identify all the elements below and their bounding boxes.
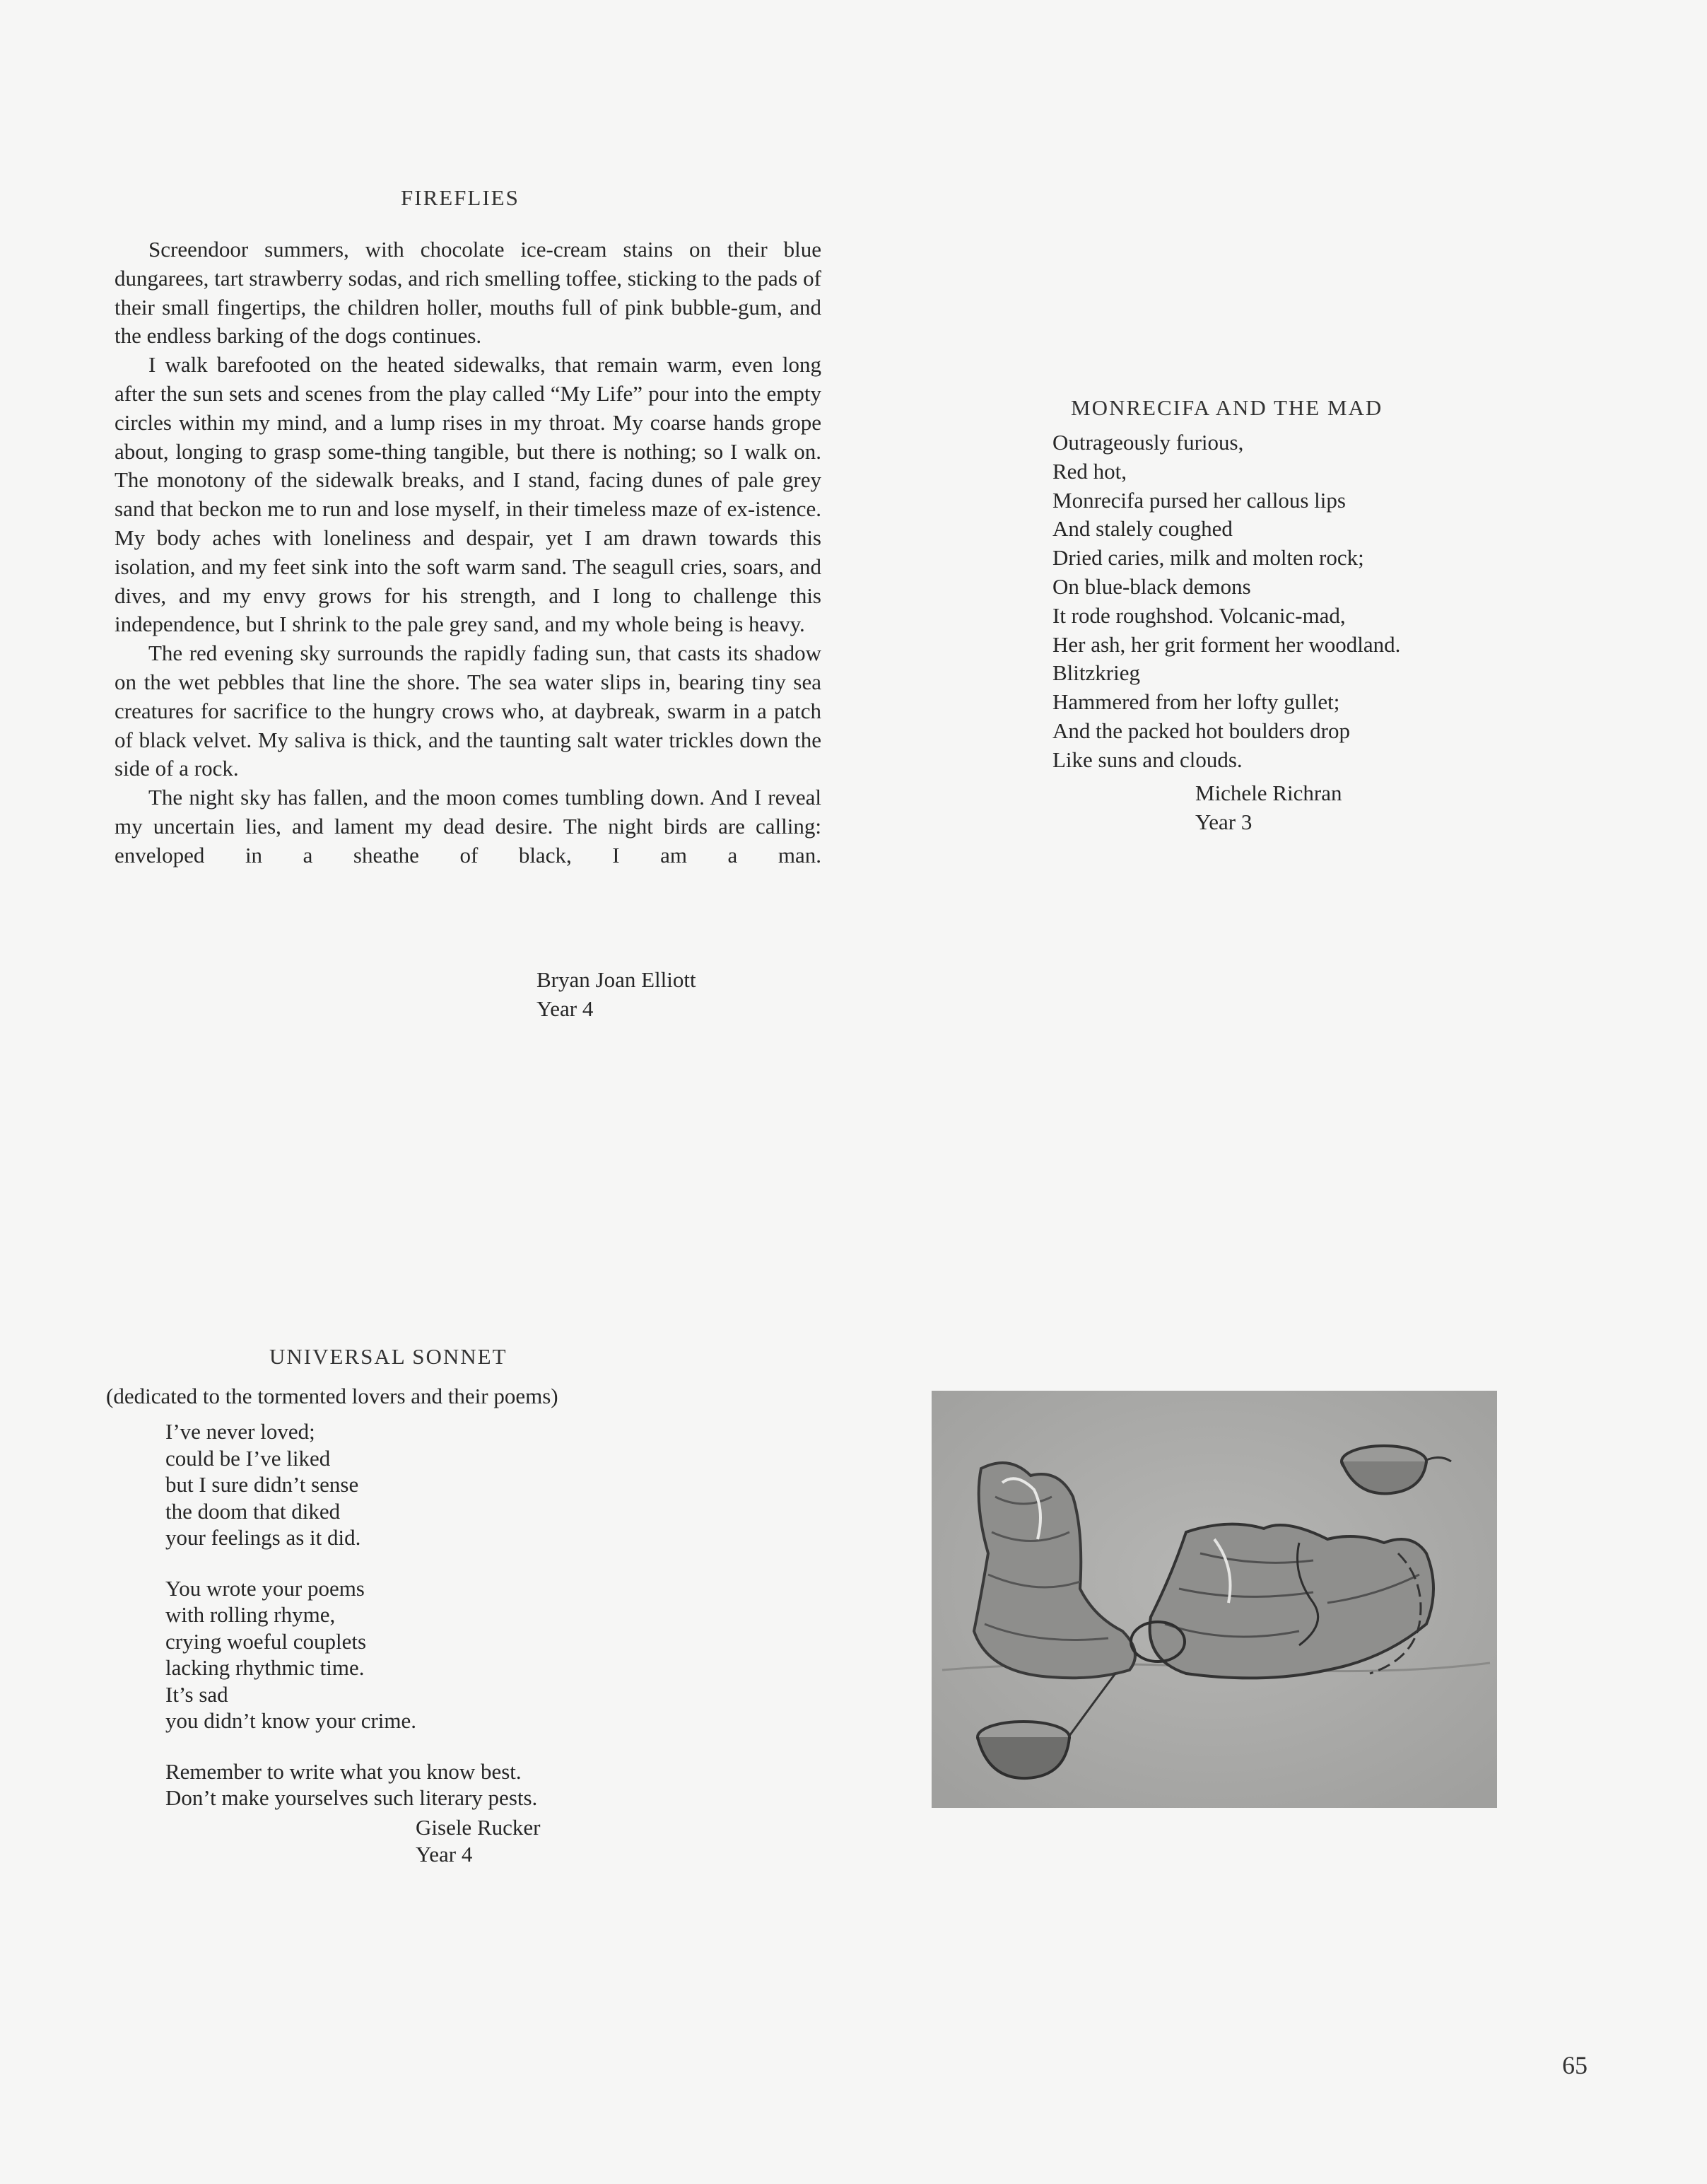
monrecifa-byline: [1195, 779, 1342, 836]
poem-line: the doom that diked: [165, 1498, 341, 1524]
poem-line: It rode roughshod. Volcanic-mad,: [1052, 602, 1346, 628]
fireflies-paragraph: The night sky has fallen, and the moon comes tumbling down. And I reveal my uncertain lies, and lament my dead desire. The night birds are calling: enveloped in a sheathe of black, I am a man.: [115, 785, 821, 868]
poem-line: your feelings as it did.: [165, 1525, 361, 1550]
poem-line: And stalely coughed: [1052, 516, 1233, 542]
poem-line: with rolling rhyme,: [165, 1602, 336, 1627]
poem-line: Hammered from her lofty gullet;: [1052, 689, 1340, 715]
poem-line: It’s sad: [165, 1681, 228, 1707]
sonnet-year: Year 4: [416, 1841, 473, 1867]
boots-drawing-illustration: [932, 1391, 1497, 1808]
poem-line: Outrageously furious,: [1052, 430, 1244, 455]
poem-line: Remember to write what you know best.: [165, 1758, 522, 1784]
fireflies-year: Year 4: [536, 995, 594, 1021]
poem-line: I’ve never loved;: [165, 1419, 315, 1444]
fireflies-text: [115, 235, 821, 870]
monrecifa-title: MONRECIFA AND THE MAD: [1071, 395, 1383, 420]
sonnet-stanza: [165, 1418, 537, 1551]
poem-line: You wrote your poems: [165, 1575, 365, 1601]
page-number: 65: [1562, 2051, 1588, 2079]
poem-line: you didn’t know your crime.: [165, 1708, 417, 1733]
monrecifa-year: Year 3: [1195, 809, 1253, 834]
poem-line: Dried caries, milk and molten rock;: [1052, 545, 1364, 571]
sonnet-byline: [416, 1814, 540, 1867]
fireflies-paragraph: The red evening sky surrounds the rapidly fading sun, that casts its shadow on the wet pebbles that line the shore. The sea water slips in, bearing tiny sea creatures for sacrifice to the hungry crows who, at daybreak, swarm in a patch of black velvet. My saliva is thick, and the taunting salt water trickles down the side of a rock.: [115, 641, 821, 781]
boots-drawing-svg: [932, 1391, 1497, 1808]
fireflies-title: FIREFLIES: [401, 185, 520, 210]
fireflies-paragraph: Screendoor summers, with chocolate ice-cream stains on their blue dungarees, tart strawberry sodas, and rich smelling toffee, sticking to the pads of their small fingertips, the children holler, mouths full of pink bubble-gum, and the endless barking of the dogs continues.: [115, 237, 821, 349]
sonnet-stanza: [165, 1575, 537, 1734]
sonnet-poem: [165, 1418, 537, 1811]
poem-line: And the packed hot boulders drop: [1052, 718, 1350, 743]
sonnet-stanza: [165, 1758, 537, 1811]
poem-line: Like suns and clouds.: [1052, 747, 1243, 772]
fireflies-byline: [536, 966, 696, 1023]
fireflies-paragraph: I walk barefooted on the heated sidewalks, that remain warm, even long after the sun sets and scenes from the play called “My Life” pour into the empty circles within my mind, and a lump rises in my throat. My coarse hands grope about, longing to grasp some-thing tangible, but there is nothing; so I walk on. The monotony of the sidewalk breaks, and I stand, facing dunes of pale grey sand that beckon me to run and lose myself, in their timeless maze of ex-istence. My body aches with loneliness and despair, yet I am drawn towards this isolation, and my feet sink into the soft warm sand. The seagull cries, soars, and dives, and my envy grows for his strength, and I long to challenge this independence, but I shrink to the pale grey sand, and my whole being is heavy.: [115, 352, 821, 637]
poem-line: but I sure didn’t sense: [165, 1472, 359, 1497]
poem-line: lacking rhythmic time.: [165, 1655, 365, 1680]
fireflies-author: Bryan Joan Elliott: [536, 967, 696, 992]
sonnet-dedication: (dedicated to the tormented lovers and their poems): [106, 1384, 558, 1408]
poem-line: On blue-black demons: [1052, 573, 1251, 599]
poem-line: crying woeful couplets: [165, 1628, 367, 1654]
monrecifa-author: Michele Richran: [1195, 781, 1342, 805]
poem-line: Don’t make yourselves such literary pests.: [165, 1785, 538, 1810]
sonnet-title: UNIVERSAL SONNET: [269, 1344, 508, 1369]
poem-line: could be I’ve liked: [165, 1445, 331, 1471]
poem-line: Red hot,: [1052, 458, 1127, 484]
sonnet-author: Gisele Rucker: [416, 1815, 541, 1840]
poem-line: Monrecifa pursed her callous lips: [1052, 487, 1346, 513]
poem-line: Her ash, her grit forment her woodland.: [1052, 631, 1401, 657]
monrecifa-poem: [1052, 428, 1400, 775]
poem-line: Blitzkrieg: [1052, 660, 1140, 686]
